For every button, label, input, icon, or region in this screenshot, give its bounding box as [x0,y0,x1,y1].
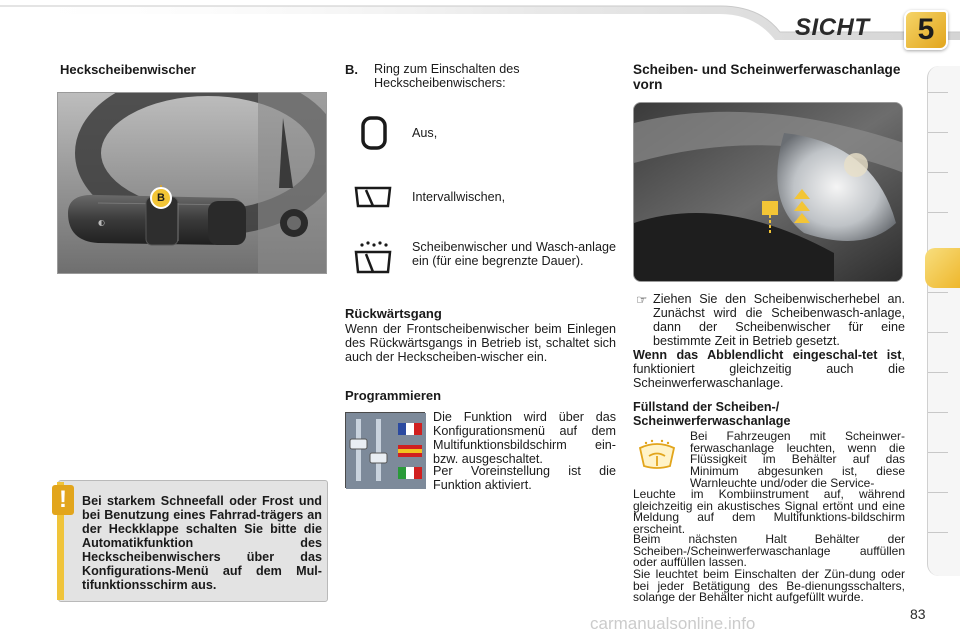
mode-interval-text: Intervallwischen, [412,190,506,204]
wiper-washer-icon [352,240,394,280]
svg-text:◐: ◐ [98,218,105,227]
reverse-text: Wenn der Frontscheibenwischer beim Einlegen des Rückwärtsgangs in Betrieb ist, schaltet sich auch der Heckscheiben-wischer ein. [345,322,616,364]
lowbeam-paragraph [633,348,905,390]
item-b-text: Ring zum Einschalten des Heckscheibenwischers: [374,62,520,90]
program-text-2: Per Voreinstellung ist die Funktion aktiviert. [433,464,616,492]
program-heading: Programmieren [345,388,442,403]
callout-b: B [150,187,172,209]
config-menu-icon [345,412,425,488]
rear-wiper-heading: Heckscheibenwischer [60,62,196,77]
fluid-level-text-2: Beim nächsten Halt Behälter der Scheiben-/Scheinwerferwaschanlage auffüllen oder auffüllen lassen. [633,532,905,570]
wiper-off-icon [357,114,391,152]
page-number: 83 [910,606,926,622]
active-chapter-tab [925,248,960,288]
program-text-1: Die Funktion wird über das Konfigurationsmenü auf dem Multifunktionsbildschirm ein-bzw. ausgeschaltet. [433,410,616,466]
exclamation-icon: ! [52,485,74,515]
lowbeam-bold: Wenn das Abblendlicht eingeschal-tet ist [633,348,902,362]
wiper-interval-icon [352,180,394,214]
page-title: SICHT [795,14,870,41]
warning-text: Bei starkem Schneefall oder Frost und bei Benutzung eines Fahrrad-trägers an der Heckklappe schalten Sie bitte die Automatikfunktion des Heckscheibenwischers über das Konfigurations-Menü auf dem Mul-tifunktionsschirm aus. [82,494,322,592]
stalk-illustration [58,93,327,274]
headlamp-photo [633,102,903,282]
chapter-badge [904,10,948,50]
bullet-icon: ☞ [636,293,648,307]
fluid-level-text-wrapped: Bei Fahrzeugen mit Scheinwer-ferwaschanlage leuchten, wenn die Flüssigkeit im Behälter auf das Minimum abgesunken ist, diese Warnleuchte und/oder die Service- [690,429,905,490]
fluid-level-text-continued: Leuchte im Kombiinstrument auf, während gleichzeitig ein akustisches Signal ertönt und eine Meldung auf dem Multifunktions-bildschirm erscheint. [633,487,905,537]
fluid-level-heading: Füllstand der Scheiben-/ Scheinwerferwaschanlage [633,400,791,428]
fluid-level-text-3: Sie leuchtet beim Einschalten der Zün-dung oder bei jeder Betätigung des Be-dienungsschalters, solange der Behälter nicht aufgefüllt wurde. [633,567,905,605]
mode-off-text: Aus, [412,126,438,140]
front-washer-heading: Scheiben- und Scheinwerferwaschanlage vorn [633,62,901,92]
chapter-number: 5 [917,13,935,46]
watermark: carmanualsonline.info [590,614,756,633]
bullet-text: Ziehen Sie den Scheibenwischerhebel an. Zunächst wird die Scheibenwasch-anlage, dann der Scheibenwischer für eine bestimmte Zeit in Betrieb gesetzt. [653,292,905,348]
lowbeam-text: , funktioniert gleichzeitig auch die Scheinwerferwaschanlage. [633,348,905,390]
washer-fluid-warning-icon [636,438,678,474]
mode-washer-text: Scheibenwischer und Wasch-anlage ein (für eine begrenzte Dauer). [412,240,616,268]
reverse-heading: Rückwärtsgang [345,306,442,321]
thumb-tabs [927,66,960,576]
rear-wiper-stalk-photo [57,92,327,274]
item-b-label: B. [345,62,358,77]
